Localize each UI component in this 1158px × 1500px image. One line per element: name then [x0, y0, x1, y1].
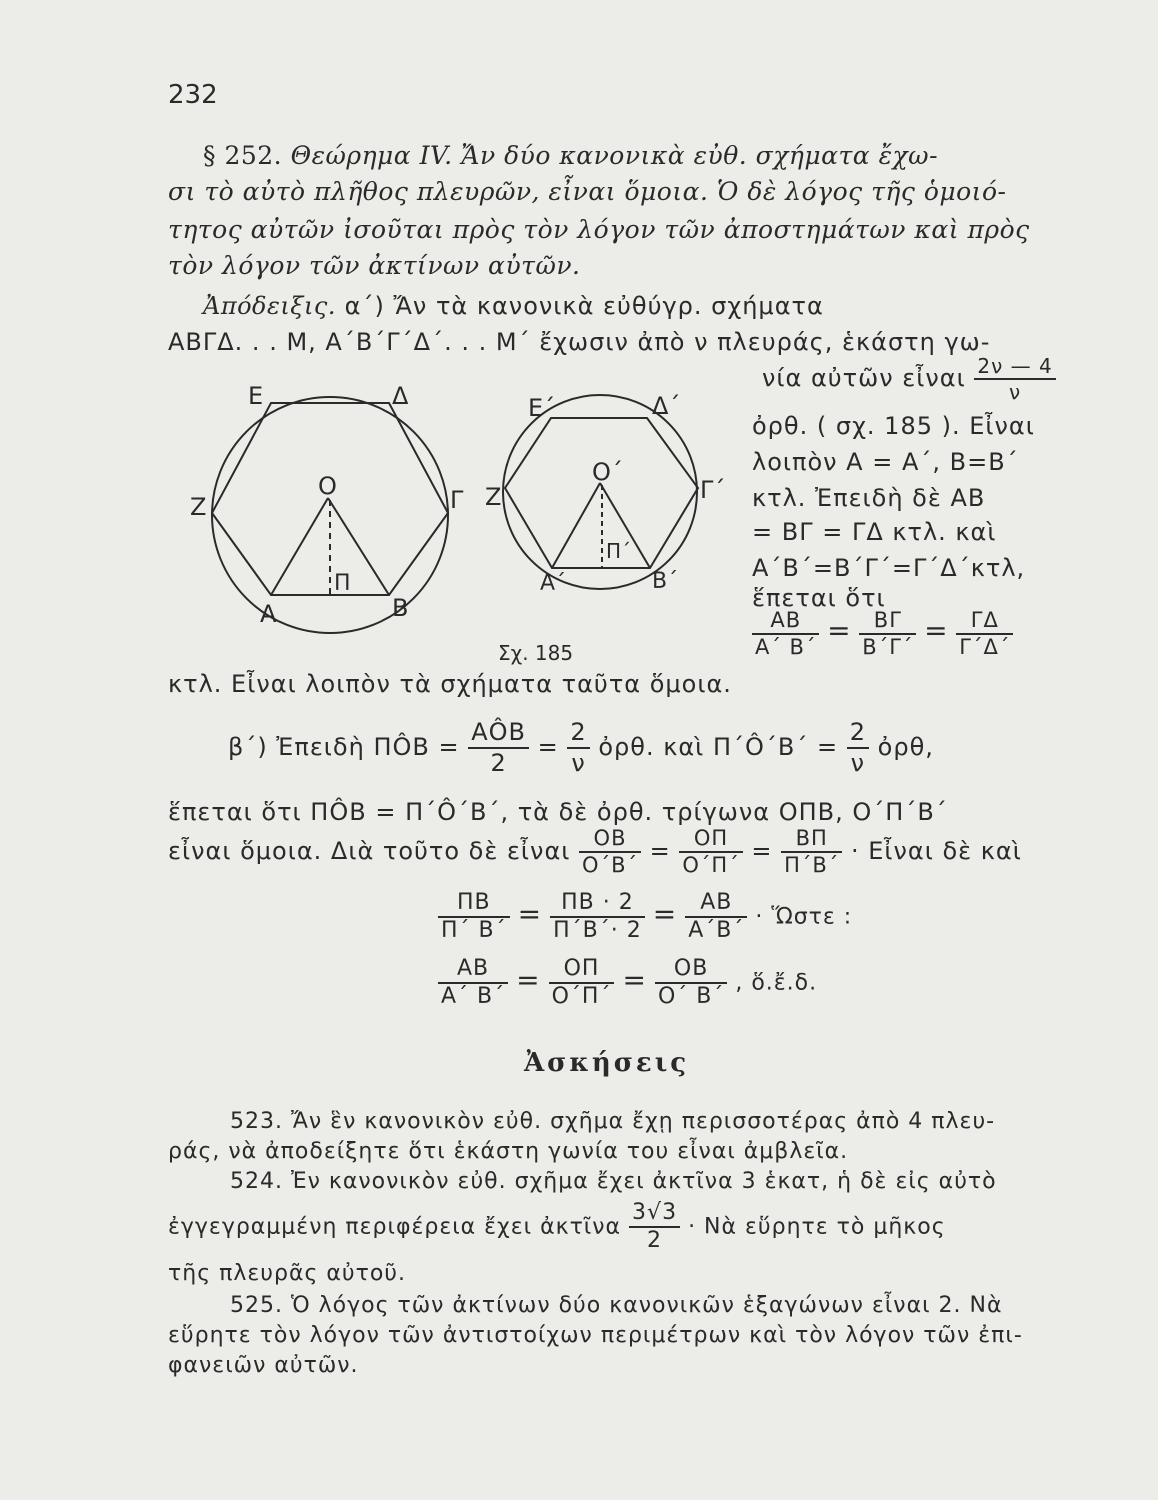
label-Z: Ζ — [190, 493, 207, 521]
ratio-den-2: Β΄Γ΄ — [862, 635, 914, 660]
theorem-line-2: σι τὸ αὐτὸ πλῆθος πλευρῶν, εἶναι ὅμοια. Ὁ δὲ λόγος τῆς ὁμοιό- — [168, 177, 1007, 206]
conclusion-a: κτλ. Εἶναι λοιπὸν τὰ σχήματα ταῦτα ὅμοια. — [168, 670, 732, 698]
proof-text-1: α΄) Ἄν τὰ κανονικὰ εὐθύγρ. σχήματα — [344, 292, 824, 320]
right-hexagon — [505, 418, 698, 568]
label-G: Γ — [450, 486, 464, 514]
part-e-end: · Ὥστε : — [755, 904, 853, 930]
right-line-2: λοιπὸν Α = Α΄, Β=Β΄ — [752, 448, 1019, 476]
label-D-prime: Δ΄ — [652, 392, 681, 420]
angle-text: νία αὐτῶν εἶναι — [762, 364, 966, 392]
b-frac1-num: ΑÔΒ — [468, 718, 529, 749]
label-B-prime: Β΄ — [652, 569, 679, 594]
equals: = — [649, 837, 671, 866]
f-frac2-den: Ο΄Π΄ — [551, 984, 612, 1010]
d-frac3-num: ΒΠ — [781, 826, 842, 853]
part-d-line — [168, 826, 1022, 878]
proof-line-2: ΑΒΓΔ. . . Μ, Α΄Β΄Γ΄Δ΄. . . Μ΄ ἔχωσιν ἀπὸ ν πλευράς, ἑκάστη γω- — [168, 328, 991, 356]
label-P-prime: Π΄ — [606, 539, 632, 563]
f-frac1-den: Α΄ Β΄ — [441, 984, 506, 1010]
e-frac2-num: ΠΒ · 2 — [550, 890, 645, 918]
right-circle — [503, 395, 697, 589]
equals: = — [517, 897, 543, 931]
d-frac1-num: ΟΒ — [579, 826, 641, 853]
angle-denominator: ν — [1008, 380, 1022, 404]
part-b-prefix: β΄) Ἐπειδὴ — [228, 732, 365, 761]
angle-line — [762, 354, 1056, 404]
part-c-line: ἕπεται ὅτι ΠÔΒ = Π΄Ô΄Β΄, τὰ δὲ ὀρθ. τρίγωνα ΟΠΒ, Ο΄Π΄Β΄ — [168, 798, 948, 826]
f-frac3-num: ΟΒ — [655, 956, 727, 984]
d-frac2-den: Ο΄Π΄ — [682, 853, 740, 878]
part-b-mid: ὀρθ. καὶ — [598, 732, 705, 761]
b-frac3-num: 2 — [847, 718, 869, 749]
theorem-line-4: τὸν λόγον τῶν ἀκτίνων αὐτῶν. — [168, 251, 581, 280]
label-O-prime: Ο΄ — [592, 458, 623, 486]
angle-POB: ΠÔΒ — [373, 732, 430, 761]
exercise-524-line-3: τῆς πλευρᾶς αὐτοῦ. — [168, 1261, 407, 1286]
right-line-4: = ΒΓ = ΓΔ κτλ. καὶ — [752, 518, 997, 546]
d-frac2-num: ΟΠ — [679, 826, 742, 853]
equals: = — [652, 897, 678, 931]
left-radius-OA — [271, 498, 328, 595]
e-frac3-den: Α΄Β΄ — [688, 918, 745, 944]
exercises-heading: Ἀσκήσεις — [524, 1048, 690, 1078]
e-frac1-den: Π΄ Β΄ — [441, 918, 507, 944]
exercise-525-line-3: φανειῶν αὐτῶν. — [168, 1353, 359, 1378]
exercise-524-line-2 — [168, 1200, 946, 1255]
right-line-3: κτλ. Ἐπειδὴ δὲ ΑΒ — [752, 484, 986, 512]
right-radius-OA — [552, 483, 600, 568]
exercise-524-line-1: 524. Ἐν κανονικὸν εὐθ. σχῆμα ἔχει ἀκτῖνα 3 ἑκατ, ἡ δὲ εἰς αὐτὸ — [230, 1169, 997, 1194]
equals: = — [924, 614, 949, 648]
angle-numerator: 2ν — 4 — [974, 354, 1055, 380]
d-frac1-den: Ο΄Β΄ — [582, 853, 638, 878]
exercise-525-line-2: εὕρητε τὸν λόγον τῶν ἀντιστοίχων περιμέτρων καὶ τὸν λόγον τῶν ἐπι- — [168, 1323, 1023, 1348]
e-frac2-den: Π΄Β΄· 2 — [553, 918, 642, 944]
theorem-line-1 — [203, 138, 938, 174]
right-line-5: Α΄Β΄=Β΄Γ΄=Γ΄Δ΄κτλ, — [752, 554, 1026, 582]
part-b-end: ὀρθ, — [877, 732, 934, 761]
b-frac3-den: ν — [850, 748, 866, 777]
exercise-523-line-1: 523. Ἄν ἓν κανονικὸν εὐθ. σχῆμα ἔχῃ περισσοτέρας ἀπὸ 4 πλευ- — [230, 1109, 996, 1134]
theorem-label: Θεώρημα IV. — [290, 141, 453, 170]
exercise-525-line-1: 525. Ὁ λόγος τῶν ἀκτίνων δύο κανονικῶν ἑξαγώνων εἶναι 2. Νὰ — [230, 1293, 1003, 1318]
exercise-524-text-a: ἐγγεγραμμένη περιφέρεια ἔχει ἀκτῖνα — [168, 1214, 622, 1240]
label-A: Α — [260, 600, 277, 628]
figure-185 — [180, 370, 740, 690]
equals: = — [516, 963, 541, 997]
b-frac2-num: 2 — [567, 718, 589, 749]
exercise-524-fraction-num: 3√3 — [629, 1200, 680, 1228]
equals: = — [827, 614, 852, 648]
part-d-end: · Εἶναι δὲ καὶ — [850, 837, 1022, 866]
section-number: § 252. — [203, 141, 283, 170]
proof-line-1 — [203, 288, 824, 324]
exercise-524-fraction-den: 2 — [647, 1228, 663, 1254]
e-frac3-num: ΑΒ — [685, 890, 747, 918]
theorem-line-3: τητος αὐτῶν ἰσοῦται πρὸς τὸν λόγον τῶν ἀποστημάτων καὶ πρὸς — [168, 215, 1030, 244]
figure-caption: Σχ. 185 — [498, 641, 574, 665]
label-B: Β — [392, 594, 409, 622]
f-frac1-num: ΑΒ — [438, 956, 508, 984]
page-number: 232 — [168, 80, 218, 110]
right-line-6: ἕπεται ὅτι — [752, 584, 886, 612]
equals: = — [622, 963, 647, 997]
equals: = — [438, 732, 460, 761]
b-frac1-den: 2 — [490, 748, 507, 777]
equals: = — [816, 732, 839, 761]
theorem-text-1: Ἄν δύο κανονικὰ εὐθ. σχήματα ἔχω- — [461, 141, 939, 170]
exercise-524-text-b: · Νὰ εὕρητε τὸ μῆκος — [688, 1214, 946, 1240]
part-b-line — [228, 718, 934, 778]
part-f-line — [438, 956, 817, 1011]
exercise-523-line-2: ράς, νὰ ἀποδείξητε ὅτι ἑκάστη γωνία του εἶναι ἀμβλεῖα. — [168, 1139, 849, 1164]
label-D: Δ — [392, 382, 409, 410]
b-frac2-den: ν — [571, 748, 586, 777]
part-f-end: , ὅ.ἔ.δ. — [735, 970, 818, 996]
equals: = — [537, 732, 559, 761]
ratio-num-2: ΒΓ — [859, 608, 916, 635]
label-P: Π — [334, 571, 351, 596]
equals: = — [751, 837, 773, 866]
ratio-equation — [752, 608, 1013, 660]
label-A-prime: Α΄ — [540, 571, 567, 596]
part-e-line — [438, 890, 852, 945]
ratio-num-3: ΓΔ — [956, 608, 1013, 635]
part-d-prefix: εἶναι ὅμοια. Διὰ τοῦτο δὲ εἶναι — [168, 837, 571, 866]
f-frac2-num: ΟΠ — [549, 956, 615, 984]
ratio-den-3: Γ΄Δ΄ — [959, 635, 1011, 660]
angle-P-O-B-prime: Π΄Ô΄Β΄ — [712, 732, 809, 761]
proof-label: Ἀπόδειξις. — [203, 292, 336, 320]
d-frac3-den: Π΄Β΄ — [784, 853, 840, 878]
label-Z-right: Ζ — [485, 483, 502, 511]
ratio-den-1: Α΄ Β΄ — [755, 635, 817, 660]
label-E-prime: Ε΄ — [528, 394, 556, 422]
label-E: Ε — [248, 382, 264, 410]
label-O: Ο — [318, 472, 337, 500]
e-frac1-num: ΠΒ — [438, 890, 510, 918]
f-frac3-den: Ο΄ Β΄ — [657, 984, 725, 1010]
label-G-prime: Γ΄ — [700, 476, 726, 504]
ratio-num-1: ΑΒ — [752, 608, 819, 635]
right-line-1: ὀρθ. ( σχ. 185 ). Εἶναι — [752, 412, 1035, 440]
